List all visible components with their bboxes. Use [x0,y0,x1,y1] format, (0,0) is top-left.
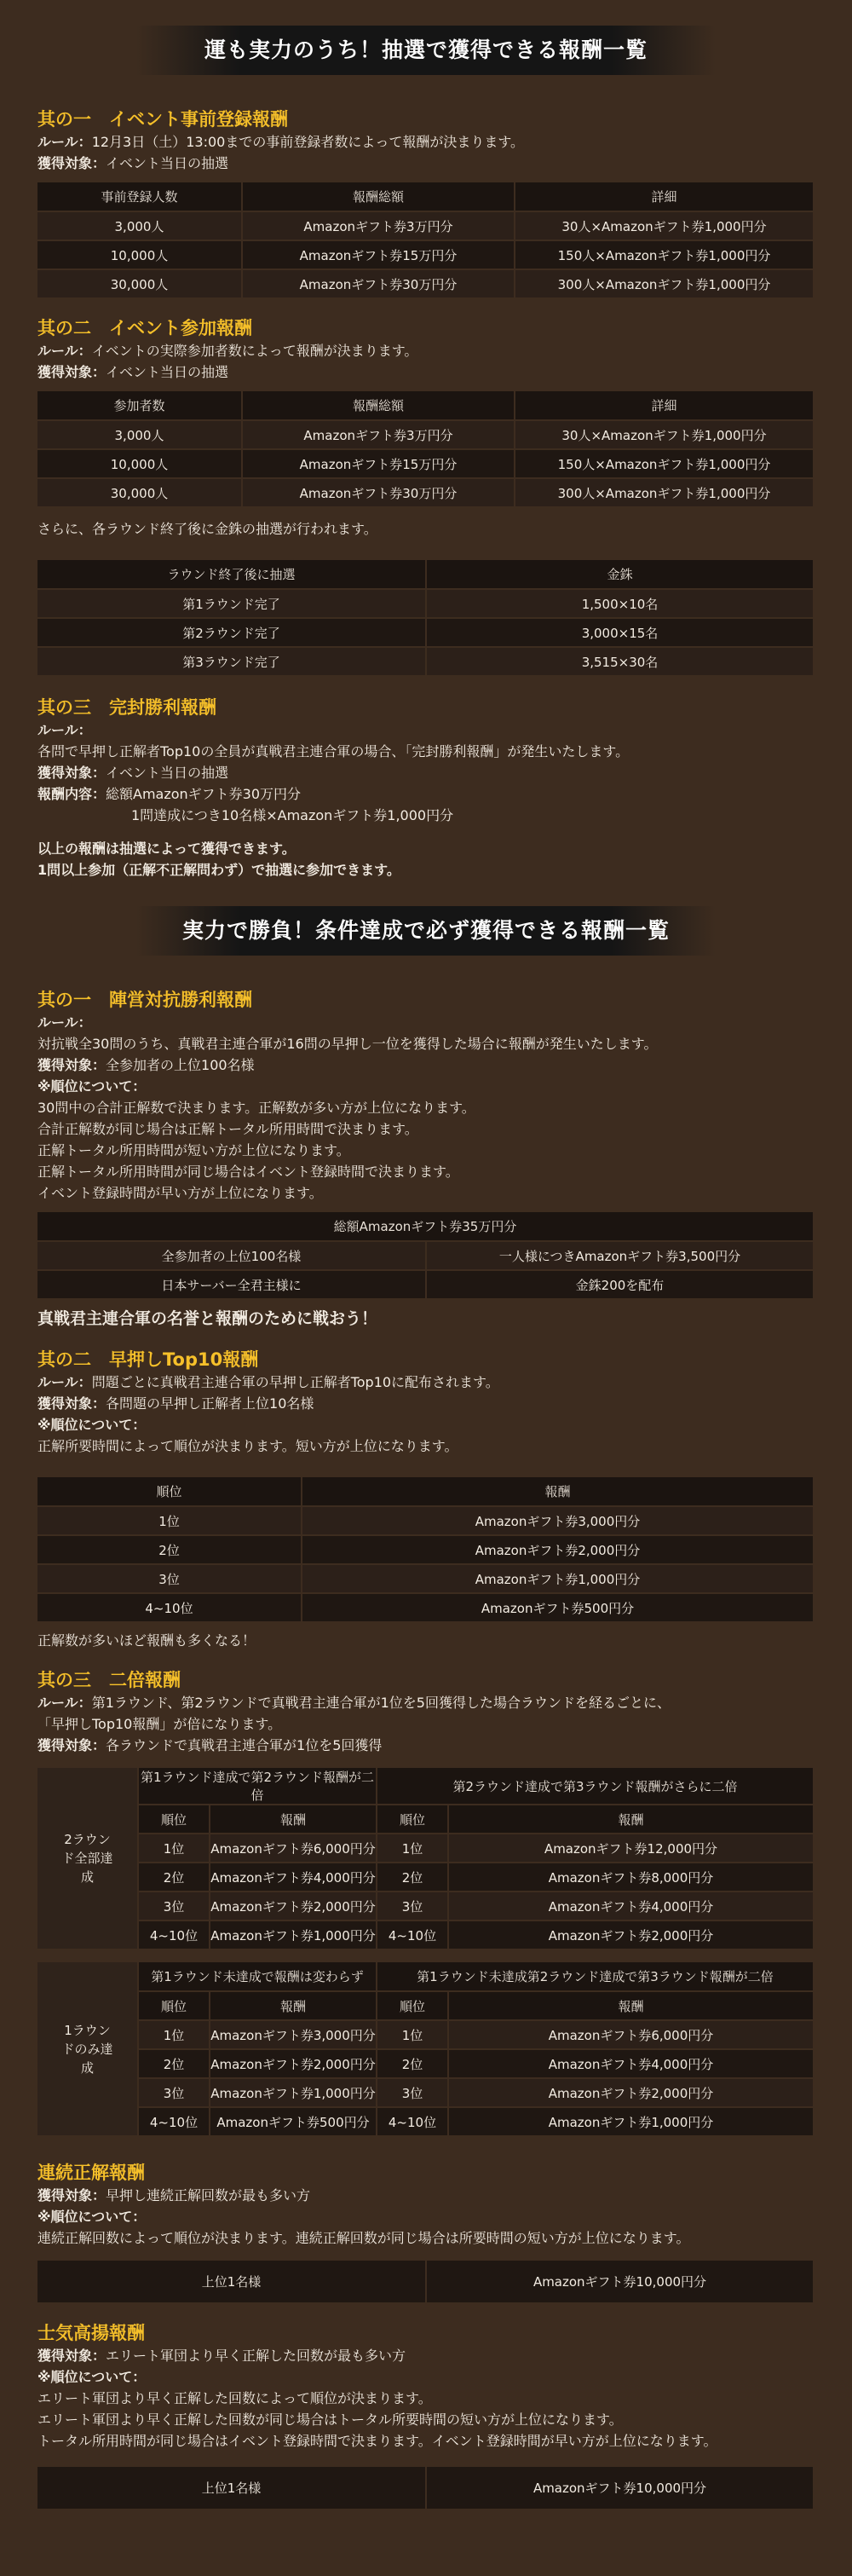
morale-target: 獲得対象：エリート軍団より早く正解した回数が最も多い方 [37,2348,406,2364]
streak-reward-title: 連続正解報酬 [37,2163,145,2183]
table-row [37,2467,814,2510]
double-table-all-rounds [37,1768,815,1950]
faction-rule-label: ルール： [37,1014,92,1031]
faction-cheer: 真戦君主連合軍の名誉と報酬のために戦おう！ [37,1309,378,1328]
table-cell: 1位 [377,2020,448,2049]
morale-order-2: エリート軍団より早く正解した回数が同じ場合はトータル所要時間の短い方が上位になります。 [37,2411,623,2428]
table-cell: 3位 [377,2078,448,2107]
table-cell: Amazonギフト券2,000円分 [448,1920,814,1949]
preregistration-table [37,182,815,299]
table-header: 報酬 [210,1805,377,1834]
table-row [37,1535,814,1564]
double-side-label: 2ラウンド全部達成 [37,1768,138,1949]
table-header: ラウンド終了後に抽選 [37,560,426,589]
morale-order-3: トータル所用時間が同じ場合はイベント登録時間で決まります。イベント登録時間が早い方が上位になります。 [37,2433,717,2449]
table-cell: 2位 [138,1863,210,1892]
table-header: 報酬 [210,1991,377,2020]
table-cell: Amazonギフト券2,000円分 [448,2078,814,2107]
table-header: 報酬総額 [242,182,515,211]
table-header: 報酬 [448,1991,814,2020]
table-header: 参加者数 [37,391,242,420]
table-cell: 3,000人 [37,211,242,240]
table-cell: Amazonギフト券3,000円分 [302,1506,814,1535]
table-row [37,240,814,269]
faction-target: 獲得対象：全参加者の上位100名様 [37,1057,255,1073]
top10-note: 正解数が多いほど報酬も多くなる！ [37,1632,256,1649]
faction-order-4: 正解トータル所用時間が同じ場合はイベント登録時間で決まります。 [37,1164,459,1180]
table-cell: 10,000人 [37,449,242,478]
table-cell: 300人×Amazonギフト券1,000円分 [515,478,814,507]
table-row [37,211,814,240]
participation-reward-title: 其の二 イベント参加報酬 [37,318,252,338]
table-cell: 2位 [138,2049,210,2078]
table-cell: Amazonギフト券8,000円分 [448,1863,814,1892]
morale-order-1: エリート軍団より早く正解した回数によって順位が決まります。 [37,2390,432,2406]
table-row [37,2049,814,2078]
table-cell: Amazonギフト券1,000円分 [210,2078,377,2107]
table-cell: 4~10位 [138,1920,210,1949]
table-cell: Amazonギフト券1,000円分 [448,2107,814,2136]
table-cell: 30人×Amazonギフト券1,000円分 [515,211,814,240]
table-cell: Amazonギフト券15万円分 [242,449,515,478]
table-cell: 2位 [377,1863,448,1892]
table-header: 順位 [37,1477,302,1506]
table-cell: Amazonギフト券2,000円分 [302,1535,814,1564]
table-header: 順位 [138,1991,210,2020]
table-cell: 上位1名様 [37,2467,426,2510]
double-table-one-round [37,1962,815,2137]
table-header: 順位 [377,1805,448,1834]
faction-reward-table [37,1212,815,1300]
top10-order-1: 正解所要時間によって順位が決まります。短い方が上位になります。 [37,1438,458,1454]
table-row [37,2261,814,2303]
table-row [37,1564,814,1593]
gold-lottery-note: さらに、各ラウンド終了後に金銖の抽選が行われます。 [37,521,377,537]
morale-table [37,2467,815,2510]
table-row [37,478,814,507]
lottery-section [0,107,852,881]
table-row [37,1593,814,1622]
faction-order-1: 30問中の合計正解数で決まります。正解数が多い方が上位になります。 [37,1100,475,1116]
lottery-rewards-banner: 運も実力のうち！抽選で獲得できる報酬一覧 [136,26,716,75]
table-cell: 3位 [377,1892,448,1920]
skill-rewards-banner: 実力で勝負！条件達成で必ず獲得できる報酬一覧 [136,906,716,956]
streak-target: 獲得対象：早押し連続正解回数が最も多い方 [37,2187,311,2203]
table-header: 詳細 [515,391,814,420]
table-cell: Amazonギフト券4,000円分 [210,1863,377,1892]
table-cell: Amazonギフト券12,000円分 [448,1834,814,1863]
table-cell: Amazonギフト券3万円分 [242,211,515,240]
skill-section [0,988,852,2510]
table-cell: 4~10位 [377,2107,448,2136]
table-header: 金銖 [426,560,814,589]
table-cell: Amazonギフト券1,000円分 [302,1564,814,1593]
gold-lottery-table [37,560,815,677]
table-cell: Amazonギフト券2,000円分 [210,1892,377,1920]
table-cell: 上位1名様 [37,2261,426,2303]
morale-reward-title: 士気高揚報酬 [37,2323,145,2343]
table-row [37,449,814,478]
table-cell: 一人様につきAmazonギフト券3,500円分 [426,1241,814,1270]
preregistration-rule: ルール：12月3日（土）13:00までの事前登録者数によって報酬が決まります。 [37,134,525,150]
table-header: 順位 [138,1805,210,1834]
table-header: 第1ラウンド未達成で報酬は変わらず [138,1962,377,1991]
table-cell: Amazonギフト券2,000円分 [210,2049,377,2078]
participation-rule: ルール：イベントの実際参加者数によって報酬が決まります。 [37,343,418,359]
double-target: 獲得対象：各ラウンドで真戦君主連合軍が1位を5回獲得 [37,1737,383,1753]
top10-order-label: ※順位について： [37,1417,147,1433]
table-cell: 30,000人 [37,478,242,507]
shutout-content: 報酬内容：総額Amazonギフト券30万円分 [37,786,302,802]
shutout-rule-label: ルール： [37,722,92,738]
table-cell: 3,515×30名 [426,647,814,676]
table-cell: 3位 [138,2078,210,2107]
streak-order-label: ※順位について： [37,2209,147,2225]
table-cell: 1位 [138,1834,210,1863]
table-row [37,1270,814,1299]
table-cell: 4~10位 [377,1920,448,1949]
table-cell: Amazonギフト券500円分 [302,1593,814,1622]
shutout-rule: 各問で早押し正解者Top10の全員が真戦君主連合軍の場合、「完封勝利報酬」が発生いたします。 [37,743,630,760]
table-row [37,1834,814,1863]
table-row [37,2078,814,2107]
faction-order-label: ※順位について： [37,1078,147,1095]
table-header: 報酬 [302,1477,814,1506]
faction-order-5: イベント登録時間が早い方が上位になります。 [37,1185,323,1201]
table-cell: Amazonギフト券6,000円分 [210,1834,377,1863]
table-row [37,1506,814,1535]
table-cell: 3,000×15名 [426,618,814,647]
table-row [37,1892,814,1920]
table-cell: 3位 [138,1892,210,1920]
shutout-reward-title: 其の三 完封勝利報酬 [37,697,216,718]
table-row [37,618,814,647]
table-cell: 300人×Amazonギフト券1,000円分 [515,269,814,298]
table-header: 第1ラウンド未達成第2ラウンド達成で第3ラウンド報酬が二倍 [377,1962,814,1991]
double-rule-2: 「早押しTop10報酬」が倍になります。 [37,1716,282,1732]
table-header: 詳細 [515,182,814,211]
streak-table [37,2261,815,2304]
table-cell: 10,000人 [37,240,242,269]
table-row [37,1241,814,1270]
table-cell: 1位 [377,1834,448,1863]
double-reward-title: 其の三 二倍報酬 [37,1670,181,1690]
table-cell: 4~10位 [138,2107,210,2136]
faction-victory-title: 其の一 陣営対抗勝利報酬 [37,990,252,1010]
table-row [37,2020,814,2049]
table-cell: 第3ラウンド完了 [37,647,426,676]
table-cell: 30人×Amazonギフト券1,000円分 [515,420,814,449]
table-cell: 第2ラウンド完了 [37,618,426,647]
shutout-target: 獲得対象：イベント当日の抽選 [37,765,229,781]
top10-rule: ルール：問題ごとに真戦君主連合軍の早押し正解者Top10に配布されます。 [37,1374,499,1390]
faction-rule: 対抗戦全30問のうち、真戦君主連合軍が16問の早押し一位を獲得した場合に報酬が発生いたします。 [37,1036,658,1052]
table-cell: Amazonギフト券4,000円分 [448,1892,814,1920]
table-cell: Amazonギフト券3,000円分 [210,2020,377,2049]
top10-reward-title: 其の二 早押しTop10報酬 [37,1349,259,1370]
preregistration-reward-title: 其の一 イベント事前登録報酬 [37,109,288,130]
table-header: 総額Amazonギフト券35万円分 [37,1212,814,1241]
table-cell: Amazonギフト券3万円分 [242,420,515,449]
table-cell: Amazonギフト券30万円分 [242,478,515,507]
table-cell: 1位 [138,2020,210,2049]
double-rule: ルール：第1ラウンド、第2ラウンドで真戦君主連合軍が1位を5回獲得した場合ラウンドを経るごとに、 [37,1695,671,1711]
table-cell: 2位 [37,1535,302,1564]
table-cell: 3,000人 [37,420,242,449]
table-row [37,1920,814,1949]
table-row [37,420,814,449]
table-cell: 日本サーバー全君主様に [37,1270,426,1299]
table-header: 報酬総額 [242,391,515,420]
participation-target: 獲得対象：イベント当日の抽選 [37,364,229,380]
table-header: 事前登録人数 [37,182,242,211]
table-cell: Amazonギフト券6,000円分 [448,2020,814,2049]
table-cell: 30,000人 [37,269,242,298]
table-row [37,269,814,298]
table-cell: 金銖200を配布 [426,1270,814,1299]
morale-order-label: ※順位について： [37,2369,147,2385]
table-cell: Amazonギフト券10,000円分 [426,2261,814,2303]
table-row [37,589,814,618]
table-header: 第2ラウンド達成で第3ラウンド報酬がさらに二倍 [377,1768,814,1805]
table-cell: Amazonギフト券4,000円分 [448,2049,814,2078]
table-cell: 1,500×10名 [426,589,814,618]
table-cell: 4~10位 [37,1593,302,1622]
faction-order-2: 合計正解数が同じ場合は正解トータル所用時間で決まります。 [37,1121,418,1137]
table-cell: Amazonギフト券10,000円分 [426,2467,814,2510]
top10-table [37,1477,815,1623]
shutout-content-detail: 1問達成につき10名様×Amazonギフト券1,000円分 [131,807,454,823]
faction-order-3: 正解トータル所用時間が短い方が上位になります。 [37,1142,350,1158]
lottery-footer-1: 以上の報酬は抽選によって獲得できます。 [37,840,296,857]
preregistration-target: 獲得対象：イベント当日の抽選 [37,155,229,171]
table-cell: 第1ラウンド完了 [37,589,426,618]
table-header: 報酬 [448,1805,814,1834]
table-cell: Amazonギフト券500円分 [210,2107,377,2136]
table-row [37,2107,814,2136]
table-header: 順位 [377,1991,448,2020]
table-row [37,647,814,676]
table-cell: 150人×Amazonギフト券1,000円分 [515,240,814,269]
table-cell: 1位 [37,1506,302,1535]
table-header: 第1ラウンド達成で第2ラウンド報酬が二倍 [138,1768,377,1805]
table-cell: 150人×Amazonギフト券1,000円分 [515,449,814,478]
table-cell: Amazonギフト券30万円分 [242,269,515,298]
table-cell: 全参加者の上位100名様 [37,1241,426,1270]
table-row [37,1863,814,1892]
table-cell: 3位 [37,1564,302,1593]
table-cell: Amazonギフト券1,000円分 [210,1920,377,1949]
table-cell: Amazonギフト券15万円分 [242,240,515,269]
participation-table [37,391,815,508]
table-cell: 2位 [377,2049,448,2078]
streak-order-1: 連続正解回数によって順位が決まります。連続正解回数が同じ場合は所要時間の短い方が上位になります。 [37,2230,690,2246]
top10-target: 獲得対象：各問題の早押し正解者上位10名様 [37,1395,314,1412]
lottery-footer-2: 1問以上参加（正解不正解問わず）で抽選に参加できます。 [37,862,400,878]
double-side-label: 1ラウンドのみ達成 [37,1962,138,2136]
